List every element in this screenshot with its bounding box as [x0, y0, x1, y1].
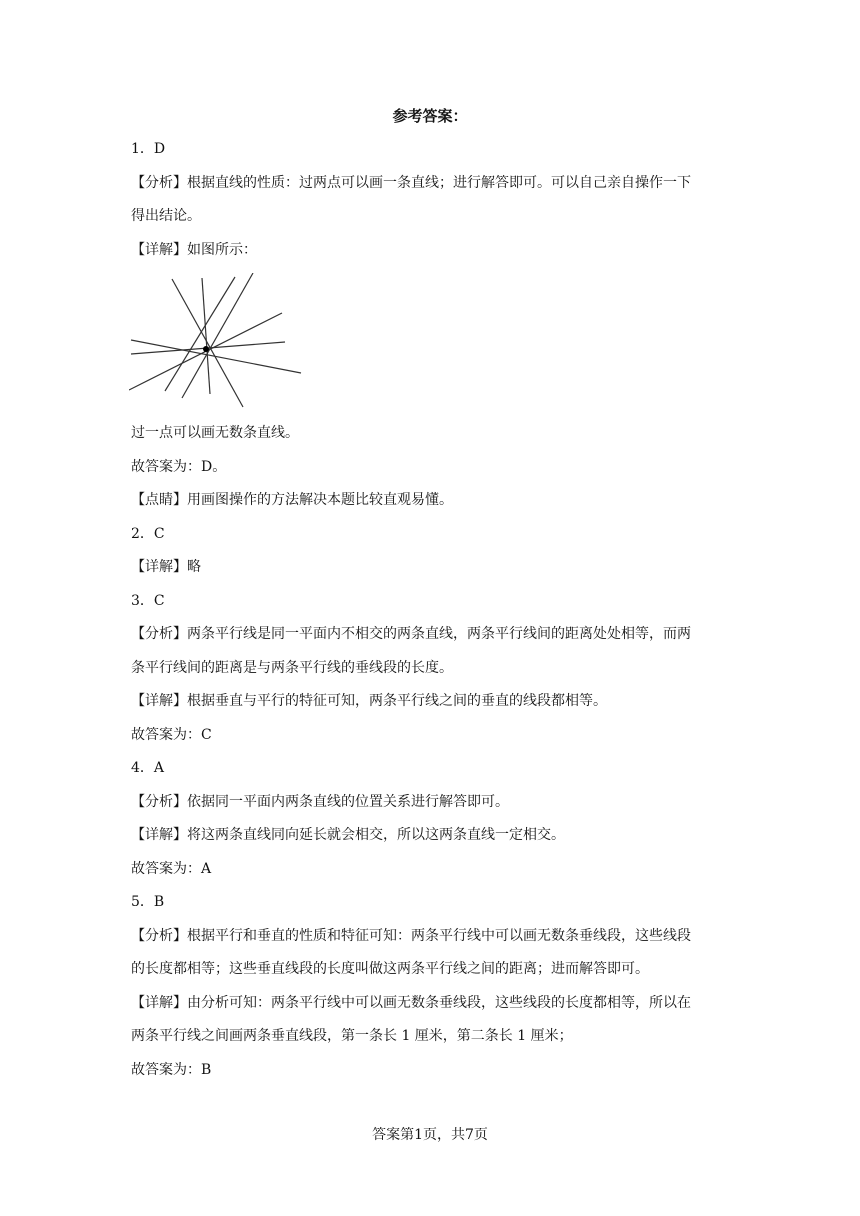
lines-through-point-figure [129, 273, 733, 413]
answer-3-analysis-cont: 条平行线间的距离是与两条平行线的垂线段的长度。 [131, 659, 453, 676]
answer-5-detail-cont: 两条平行线之间画两条垂直线段，第一条长 1 厘米，第二条长 1 厘米； [131, 1028, 573, 1044]
answer-1-conclusion: 过一点可以画无数条直线。 [131, 425, 299, 441]
answer-5-result: 故答案为：B [131, 1061, 212, 1078]
answer-4-result: 故答案为：A [131, 860, 212, 877]
answer-2-number: 2．C [131, 525, 165, 542]
center-point [203, 346, 209, 352]
answer-2-detail: 【详解】略 [131, 559, 201, 575]
answer-4-analysis: 【分析】依据同一平面内两条直线的位置关系进行解答即可。 [131, 793, 509, 810]
answer-3-result: 故答案为：C [131, 726, 212, 743]
lines-through-point-diagram [129, 273, 309, 413]
answer-1-analysis-cont: 得出结论。 [131, 208, 201, 224]
answer-5-number: 5．B [131, 894, 165, 910]
page-footer: 答案第1页，共7页 [372, 1127, 488, 1143]
page-title: 参考答案： [392, 107, 468, 125]
answer-1-number: 1．D [131, 141, 166, 157]
answer-5-detail: 【详解】由分析可知：两条平行线中可以画无数条垂线段，这些线段的长度都相等，所以在 [131, 994, 691, 1011]
figure-line [182, 273, 253, 398]
answer-1-analysis: 【分析】根据直线的性质：过两点可以画一条直线；进行解答即可。可以自己亲自操作一下 [131, 174, 691, 191]
answer-5-analysis: 【分析】根据平行和垂直的性质和特征可知：两条平行线中可以画无数条垂线段，这些线段 [131, 927, 691, 944]
answer-4-detail: 【详解】将这两条直线同向延长就会相交，所以这两条直线一定相交。 [131, 827, 565, 843]
figure-line [131, 340, 301, 373]
answer-content [131, 133, 733, 1087]
answer-1-comment: 【点睛】用画图操作的方法解决本题比较直观易懂。 [131, 492, 453, 508]
answer-3-detail: 【详解】根据垂直与平行的特征可知，两条平行线之间的垂直的线段都相等。 [131, 693, 607, 709]
figure-line [172, 279, 243, 407]
answer-5-analysis-cont: 的长度都相等；这些垂直线段的长度叫做这两条平行线之间的距离；进而解答即可。 [131, 961, 649, 977]
answer-3-number: 3．C [131, 592, 165, 609]
answer-1-result: 故答案为：D。 [131, 458, 227, 475]
answer-3-analysis: 【分析】两条平行线是同一平面内不相交的两条直线，两条平行线间的距离处处相等，而两 [131, 626, 691, 642]
answer-1-detail: 【详解】如图所示： [131, 241, 257, 258]
answer-4-number: 4．A [131, 760, 165, 776]
